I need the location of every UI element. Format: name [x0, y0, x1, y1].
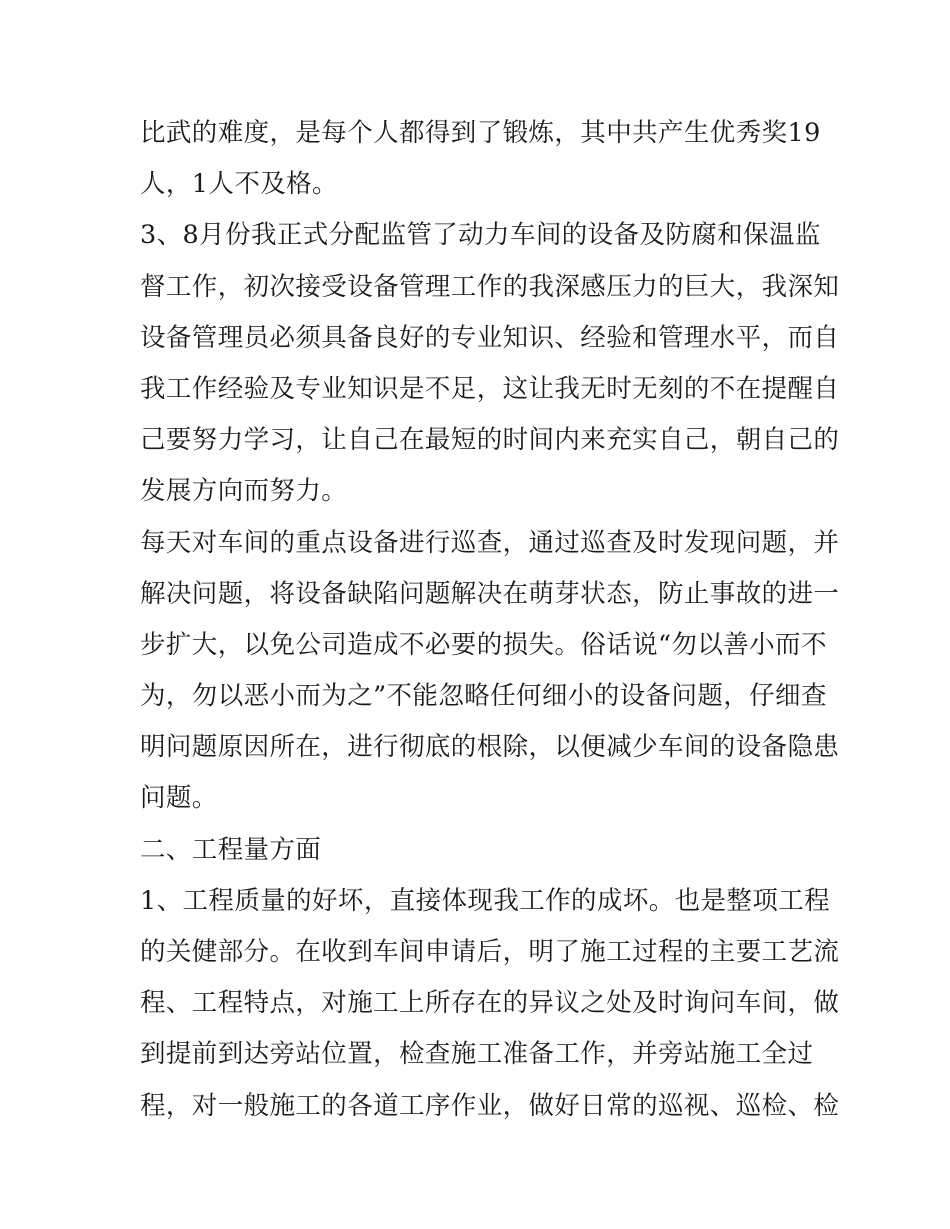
section-heading: 二、工程量方面 [140, 834, 322, 865]
body-text [140, 108, 840, 1132]
text-line: 3、8月份我正式分配监管了动力车间的设备及防腐和保温监 [140, 220, 821, 251]
text-line: 人，1人不及格。 [140, 169, 338, 200]
text-line: 设备管理员必须具备良好的专业知识、经验和管理水平，而自 [140, 322, 840, 353]
text-line: 督工作，初次接受设备管理工作的我深感压力的巨大，我深知 [140, 271, 840, 302]
text-line: 明问题原因所在，进行彻底的根除，以便减少车间的设备隐患 [140, 732, 840, 763]
text-line: 解决问题，将设备缺陷问题解决在萌芽状态，防止事故的进一 [140, 578, 840, 609]
text-line: 为，勿以恶小而为之”不能忽略任何细小的设备问题，仔细查 [140, 681, 827, 712]
text-line: 发展方向而努力。 [140, 476, 348, 507]
text-line: 我工作经验及专业知识是不足，这让我无时无刻的不在提醒自 [140, 373, 840, 404]
text-line: 步扩大，以免公司造成不必要的损失。俗话说“勿以善小而不 [140, 629, 827, 660]
text-line: 问题。 [140, 783, 218, 814]
text-line: 程、工程特点，对施工上所存在的异议之处及时询问车间，做 [140, 988, 840, 1019]
text-line: 己要努力学习，让自己在最短的时间内来充实自己，朝自己的 [140, 425, 840, 456]
text-line: 的关健部分。在收到车间申请后，明了施工过程的主要工艺流 [140, 937, 840, 967]
text-line: 每天对车间的重点设备进行巡查，通过巡查及时发现问题，并 [140, 527, 840, 558]
text-line: 比武的难度，是每个人都得到了锻炼，其中共产生优秀奖19 [140, 118, 821, 148]
text-line: 1、工程质量的好坏，直接体现我工作的成坏。也是整项工程 [140, 885, 831, 916]
text-line: 程，对一般施工的各道工序作业，做好日常的巡视、巡检、检 [140, 1090, 840, 1121]
text-line: 到提前到达旁站位置，检查施工准备工作，并旁站施工全过 [140, 1039, 814, 1070]
